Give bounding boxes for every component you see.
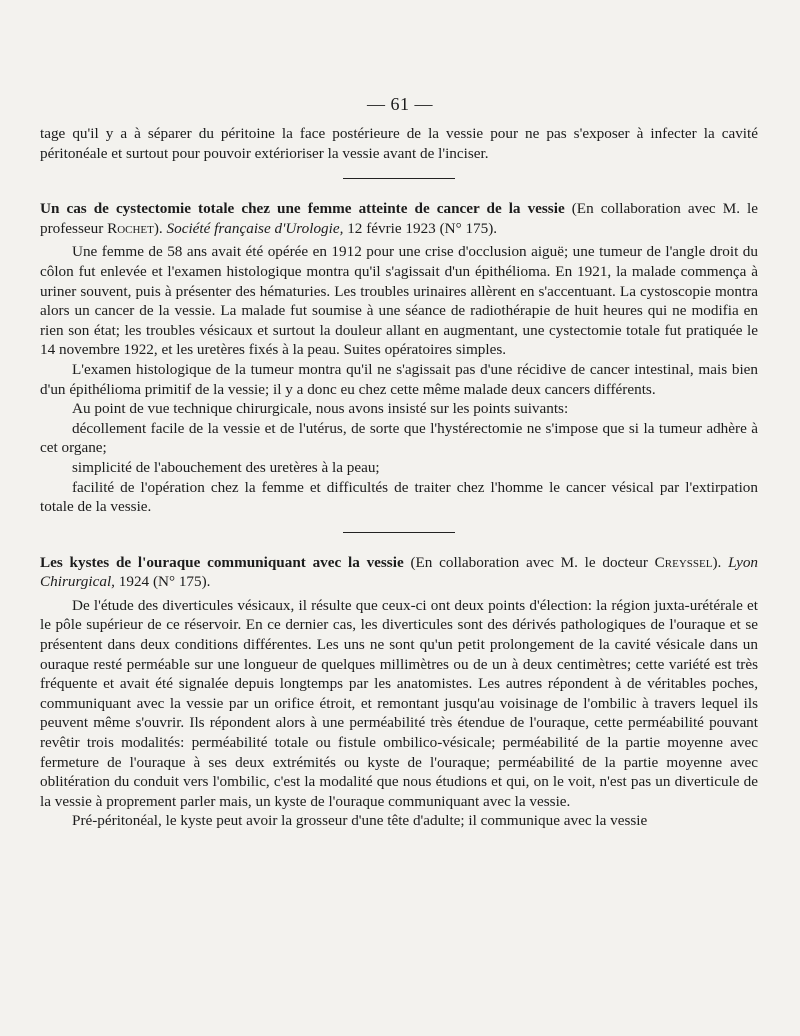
article1-paragraph: L'examen histologique de la tumeur montra qu'il ne s'agissait pas d'une récidive de cancer intestinal, mais bien d'un épithélioma primitif de la vessie; il y a donc eu chez cette même malade deux cancers différents. — [40, 360, 758, 398]
article2-heading: Les kystes de l'ouraque communiquant avec la vessie (En collaboration avec M. le docteur Creyssel). Lyon Chirurgical, 1924 (N° 175). — [40, 553, 759, 591]
article1-paragraph: Une femme de 58 ans avait été opérée en 1912 pour une crise d'occlusion aiguë; une tumeur de l'angle droit du côlon fut enlevée et l'examen histologique montra qu'il s'agissait d'un épithélioma. En 1921, la malade commença à uriner souvent, puis à présenter des hématuries. Les troubles urinaires allèrent en s'accentuant. La cystoscopie montra alors un cancer de la vessie. La malade fut soumise à une séance de radiothérapie de huit heures qui ne modifia en rien son état; les troubles vésicaux et surtout la douleur allant en augmentant, une cystectomie totale fut pratiquée le 14 novembre 1922, et les uretères fixés à la peau. Suites opératoires simples. — [40, 243, 758, 359]
article1-paragraph: simplicité de l'abouchement des uretères à la peau; — [72, 458, 380, 476]
article2-paragraph: De l'étude des diverticules vésicaux, il résulte que ceux-ci ont deux points d'élection: la région juxta-urétérale et le pôle supérieur de ce réservoir. En ce dernier cas, les diverticules sont des dérivés pathologiques de l'ouraque et se présentent dans deux conditions différentes. Les uns ne sont qu'un petit prolongement de la cavité vésicale dans un ouraque resté perméable sur une longueur de quelques millimètres ou de un à deux centimètres; cette variété est très fréquente et avait été signalée depuis longtemps par les anatomistes. Les autres répondent à de véritables poches, communiquant avec la vessie par un orifice étroit, et remontant jusqu'au voisinage de l'ombilic à travers lequel ils peuvent même s'ouvrir. Ils répondent alors à une perméabilité très étendue de l'ouraque, cette perméabilité pouvant revêtir trois modalités: perméabilité totale ou fistule ombilico-vésicale; perméabilité de la partie moyenne avec fermeture de l'ouraque à ses deux extrémités ou kyste de l'ouraque; perméabilité de la partie moyenne avec oblitération du conduit vers l'ombilic, c'est la modalité que nous étudions et qui, on le voit, n'est pas un diverticule de la vessie à proprement parler mais, un kyste de l'ouraque communiquant avec la vessie. — [40, 596, 758, 810]
article2-collab-name: Creyssel — [654, 553, 713, 571]
article1-paragraph: facilité de l'opération chez la femme et difficultés de traiter chez l'homme le cancer vésical par l'extirpation totale de la vessie. — [40, 478, 758, 516]
intro-paragraph: tage qu'il y a à séparer du péritoine la face postérieure de la vessie pour ne pas s'exposer à infecter la cavité péritonéale et surtout pour pouvoir extérioriser la vessie avant de l'inciser. — [40, 125, 758, 162]
section-divider — [343, 178, 455, 179]
article1-journal: Société française d'Urologie, — [166, 219, 344, 237]
article2-journal: Lyon Chirurgical, — [40, 553, 759, 591]
article2-collab-prefix: (En collaboration avec M. le docteur — [410, 553, 648, 571]
article2-title: Les kystes de l'ouraque communiquant avec la vessie — [40, 553, 404, 571]
article2-date-ref: 1924 (N° 175). — [118, 573, 211, 591]
article1-title: Un cas de cystectomie totale chez une femme atteinte de cancer de la vessie — [40, 200, 565, 218]
article1-collab-prefix: (En collaboration avec M. le professeur — [40, 200, 759, 237]
article1-paragraph: Au point de vue technique chirurgicale, nous avons insisté sur les points suivants: — [72, 400, 569, 418]
article1-date-ref: 12 févrie 1923 (N° 175). — [347, 219, 498, 237]
text-column — [40, 124, 758, 831]
article1-collab-name: Rochet — [107, 219, 154, 237]
section-divider — [343, 532, 455, 533]
page-number: — 61 — — [367, 94, 433, 114]
article2-paragraph: Pré-péritonéal, le kyste peut avoir la grosseur d'une tête d'adulte; il communique avec la vessie — [72, 812, 648, 830]
article1-paragraph: décollement facile de la vessie et de l'utérus, de sorte que l'hystérectomie ne s'impose que si la tumeur adhère à cet organe; — [40, 419, 758, 457]
article1-heading: Un cas de cystectomie totale chez une femme atteinte de cancer de la vessie (En collaboration avec M. le professeur Rochet). Société française d'Urologie, 12 févrie 1923 (N° 175). — [40, 200, 759, 237]
